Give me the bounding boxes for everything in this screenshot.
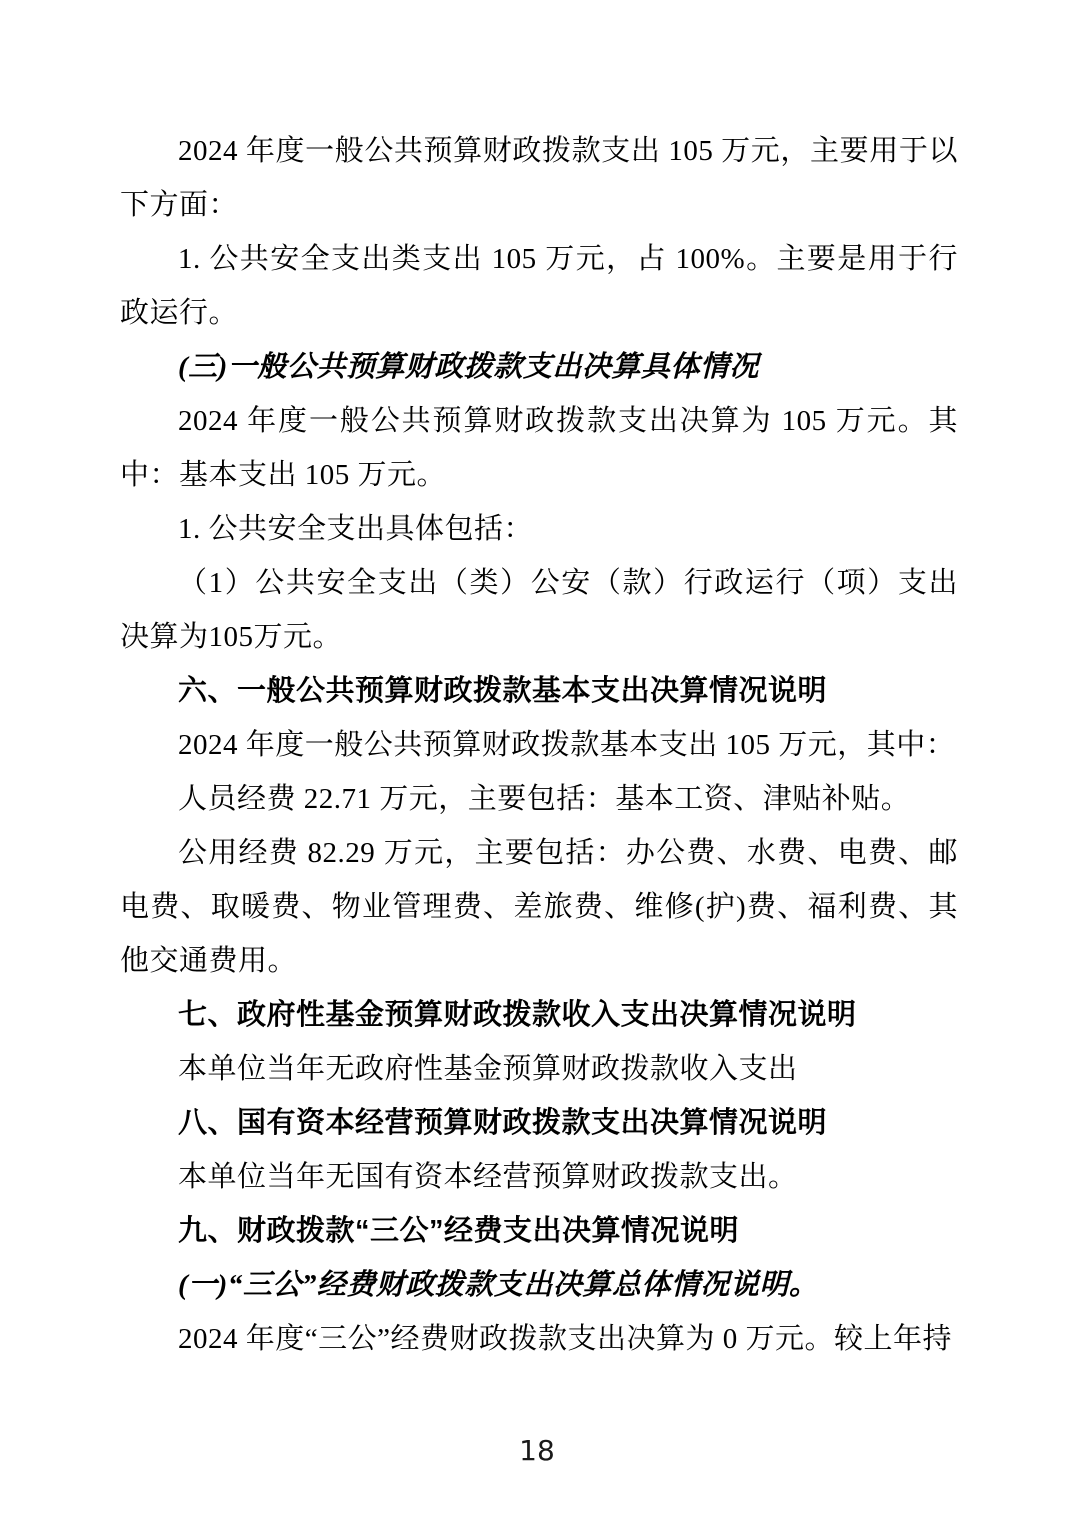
body-paragraph: 人员经费 22.71 万元，主要包括：基本工资、津贴补贴。 [178,783,911,815]
body-paragraph: 公用经费 82.29 万元，主要包括：办公费、水费、电费、邮电费、取暖费、物业管理费、差旅费、维修(护)费、福利费、其他交通费用。 [120,837,958,977]
section-heading: 六、一般公共预算财政拨款基本支出决算情况说明 [178,675,828,707]
section-heading: 九、财政拨款“三公”经费支出决算情况说明 [178,1215,740,1247]
section-heading: 八、国有资本经营预算财政拨款支出决算情况说明 [178,1107,828,1139]
body-paragraph: 本单位当年无国有资本经营预算财政拨款支出。 [178,1161,798,1193]
body-paragraph: 2024 年度一般公共预算财政拨款支出决算为 105 万元。其中：基本支出 105 万元。 [120,405,958,491]
body-paragraph: 1. 公共安全支出类支出 105 万元，占 100%。主要是用于行政运行。 [120,243,958,329]
paragraph-list [120,124,958,1366]
section-heading: 七、政府性基金预算财政拨款收入支出决算情况说明 [178,999,857,1031]
sub-heading: (三)一般公共预算财政拨款支出决算具体情况 [178,351,759,383]
body-paragraph: 本单位当年无政府性基金预算财政拨款收入支出 [178,1053,798,1085]
body-paragraph: 2024 年度一般公共预算财政拨款基本支出 105 万元，其中： [178,729,956,761]
body-paragraph: 2024 年度“三公”经费财政拨款支出决算为 0 万元。较上年持 [178,1323,952,1355]
body-paragraph: （1）公共安全支出（类）公安（款）行政运行（项）支出决算为105万元。 [120,567,958,653]
page-footer [0,1436,1074,1466]
body-paragraph: 2024 年度一般公共预算财政拨款支出 105 万元，主要用于以下方面： [120,135,958,221]
page-number: 18 [519,1434,555,1467]
document-page [120,124,958,1366]
body-paragraph: 1. 公共安全支出具体包括： [178,513,534,545]
sub-heading: (一)“三公”经费财政拨款支出决算总体情况说明。 [178,1269,819,1301]
